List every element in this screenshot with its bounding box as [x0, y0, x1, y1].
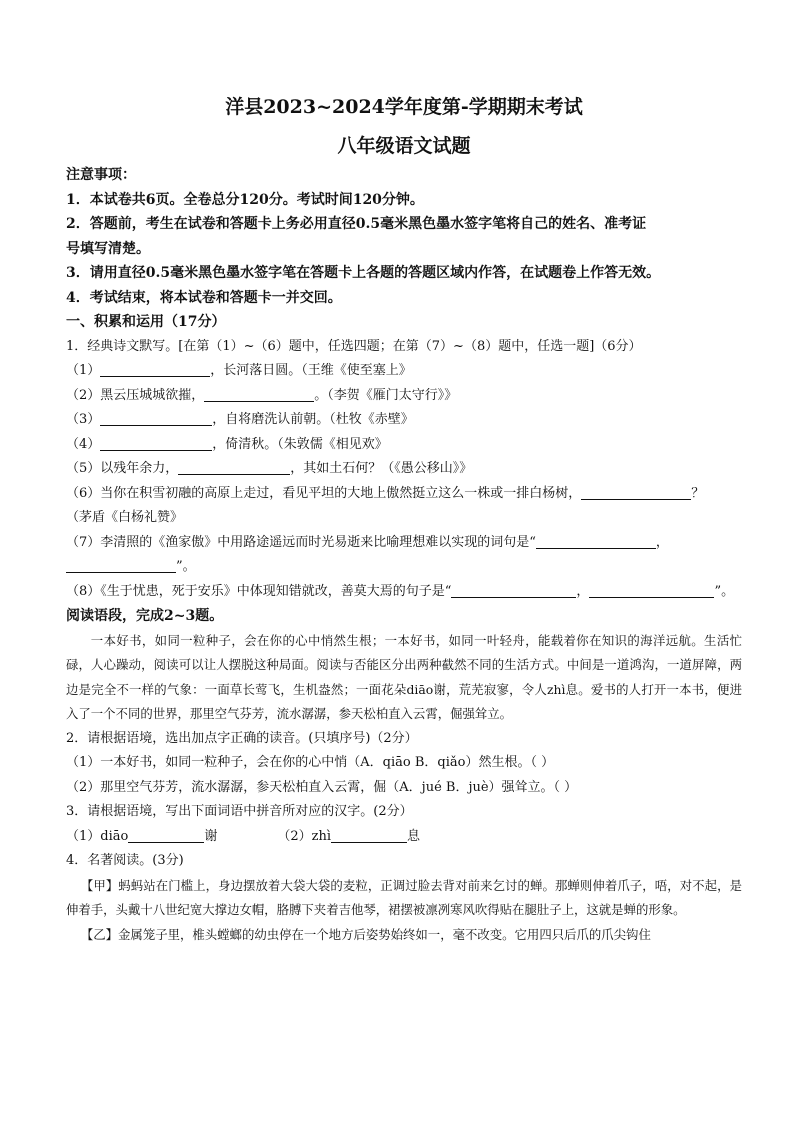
notice-item: 3．请用直径0.5毫米黑色墨水签字笔在答题卡上各题的答题区域内作答，在试题卷上作答无效。 [66, 265, 661, 281]
question-3-stem: 3．请根据语境，写出下面词语中拼音所对应的汉字。(2分） [66, 804, 413, 819]
q1-item-3-prefix: （3） [66, 412, 101, 427]
q1-item-5 [66, 457, 742, 482]
q1-item-2 [66, 384, 742, 409]
answer-blank[interactable] [589, 583, 714, 598]
answer-blank[interactable] [100, 436, 212, 451]
notice-heading: 注意事项： [66, 167, 136, 183]
question-3-items [66, 825, 742, 850]
answer-blank[interactable] [66, 558, 176, 573]
notice-item: 2．答题前，考生在试卷和答题卡上务必用直径0.5毫米黑色墨水签字笔将自己的姓名、准考证 [66, 216, 647, 232]
q1-item-4-prefix: （4） [66, 436, 101, 452]
q1-item-7-prefix: （7）李清照的《渔家傲》中用路途遥远而时光易逝来比喻理想难以实现的词句是“ [66, 534, 536, 550]
answer-blank[interactable] [100, 411, 212, 426]
notice-item: 4．考试结束，将本试卷和答题卡一并交回。 [66, 289, 342, 306]
q1-item-5-text: ，其如土石何？（《愚公移山》》 [290, 461, 473, 476]
q1-item-5-prefix: （5）以残年余力， [66, 461, 179, 476]
exam-title: 洋县2023~2024学年度第-学期期末考试 [225, 96, 583, 118]
answer-blank[interactable] [536, 534, 656, 549]
notice-item: 号填写清楚。 [66, 240, 150, 257]
q4-excerpt-jia: 【甲】蚂蚂站在门槛上，身边摆放着大袋大袋的麦粒，正调过脸去背对前来乞讨的蝉。那蝉则伸着爪子，唔，对不起，是伸着手，头戴十八世纪宽大撑边女帽，胳膊下夹着吉他琴，裙摆被凛冽寒风吹得贴在腿肚子上，这就是蝉的形象。 [66, 877, 742, 917]
answer-blank[interactable] [581, 485, 691, 500]
q1-item-7 [66, 531, 742, 556]
exam-page [66, 92, 742, 947]
q1-item-4 [66, 433, 742, 458]
q1-item-1-prefix: （1） [66, 363, 101, 378]
answer-blank[interactable] [451, 583, 576, 598]
answer-blank[interactable] [331, 828, 407, 843]
question-4-stem: 4．名著阅读。(3分) [66, 853, 184, 868]
answer-blank[interactable] [100, 362, 210, 377]
q3-item-1-text: 谢 [204, 828, 218, 844]
q1-item-7-cont [66, 555, 742, 580]
q1-item-8-comma: ， [576, 583, 590, 599]
q1-item-8 [66, 580, 742, 605]
q1-item-6-prefix: （6）当你在积雪初融的高原上走过，看见平坦的大地上傲然挺立这么一株或一排白杨树， [66, 485, 582, 501]
q1-item-6-text: ？ [691, 485, 705, 501]
q1-item-7-comma: ， [655, 534, 669, 550]
q1-item-1-text: ，长河落日圆。（王维《使至塞上》 [210, 363, 412, 378]
answer-blank[interactable] [178, 460, 290, 475]
question-2-option-1: （1）一本好书，如同一粒种子，会在你的心中悄（A．qiāo B．qiǎo）然生根。（ ） [66, 755, 555, 770]
q4-excerpt-yi: 【乙】金属笼子里，椎头螳螂的幼虫停在一个地方后姿势始终如一，毫不改变。它用四只后爪的爪尖钩住 [80, 926, 651, 942]
q1-item-6 [66, 482, 742, 507]
q1-item-3-text: ，自将磨洗认前朝。（杜牧《赤壁》 [212, 412, 414, 427]
q1-item-8-prefix: （8）《生于忧患，死于安乐》中体现知错就改，善莫大焉的句子是“ [66, 583, 452, 599]
q3-item-2-prefix: （2）zhì [277, 828, 331, 844]
q1-item-4-text: ，倚清秋。（朱敦儒《相见欢》 [212, 436, 388, 452]
question-2-option-2: （2）那里空气芬芳，流水潺潺，参天松柏直入云霄，倔（A．jué B．juè）强耸立。（ ） [66, 779, 578, 795]
notice-item: 1．本试卷共6页。全卷总分120分。考试时间120分钟。 [66, 191, 424, 208]
section-heading: 一、积累和运用（17分） [66, 314, 226, 330]
question-1-stem: 1．经典诗文默写。[在第（1）~（6）题中，任选四题；在第（7）~（8）题中，任选一题]（6分） [66, 338, 642, 354]
reading-passage: 一本好书，如同一粒种子，会在你的心中悄然生根；一本好书，如同一叶轻舟，能载着你在知识的海洋远航。生活忙碌，人心躁动，阅读可以让人摆脱这种局面。阅读与否能区分出两种截然不同的生活方式。中间是一道鸿沟，一道屏障，两边是完全不一样的气象：一面草长莺飞，生机盎然；一面花朵diāo谢，荒芜寂寥，令人zhì息。爱书的人打开一本书，便进入了一个不同的世界，那里空气芬芳，流水潺潺，参天松柏直入云霄，倔强耸立。 [66, 632, 742, 721]
q1-item-7-end: ”。 [176, 559, 196, 574]
answer-blank[interactable] [204, 387, 314, 402]
question-2-stem: 2．请根据语境，选出加点字正确的读音。(只填序号)（2分） [66, 730, 418, 746]
q1-item-2-prefix: （2）黑云压城城欲摧， [66, 387, 205, 403]
reading-heading: 阅读语段，完成2~3题。 [66, 608, 224, 624]
q3-item-2-text: 息 [407, 828, 421, 844]
q3-item-1-prefix: （1）diāo [66, 828, 129, 844]
exam-subtitle: 八年级语文试题 [337, 135, 471, 157]
q1-item-2-text: 。（李贺《雁门太守行》》 [314, 387, 458, 403]
q1-item-1 [66, 359, 742, 384]
q1-item-6-source: （茅盾《白杨礼赞》 [66, 510, 184, 525]
q1-item-8-end: ”。 [714, 583, 735, 599]
answer-blank[interactable] [128, 828, 204, 843]
q1-item-3 [66, 408, 742, 433]
